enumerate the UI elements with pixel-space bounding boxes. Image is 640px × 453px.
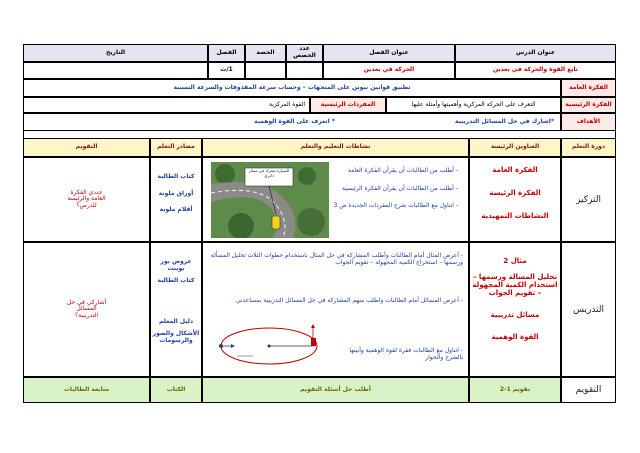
chapter-title-label: عنوان الفصل	[323, 44, 455, 62]
focus-source-2: أوراق ملونة	[158, 189, 194, 197]
main-idea-label: الفكرة العامة	[561, 79, 616, 97]
date-label: التاريخ	[23, 44, 208, 62]
focus-activities	[202, 157, 469, 242]
focus-assessment-text: عددي الفكرة العامة والرئيسة للدرس؟	[67, 188, 106, 209]
goals-value	[23, 113, 561, 131]
chapter-title-value: الحركة في بعدين	[323, 62, 455, 79]
goal-2: * اتعرف على القوة الوهمية	[254, 117, 335, 125]
focus-sources	[150, 157, 202, 242]
evaluation-assessment: متابعة الطالبات	[23, 377, 150, 403]
evaluation-headings: تقويم 1-2	[469, 377, 561, 403]
cycle-focus: التركيز	[561, 157, 616, 242]
teaching-assessment-text: أشاركي في حل المسائل التدريبية؟	[66, 298, 107, 319]
evaluation-activities: أطلب حل أسئلة التقويم	[202, 377, 469, 403]
teaching-activity-1: - أعرض المثال أمام الطالبات وأطلب المشاركة في حل المثال باستخدام خطوات الثلاث تحليل المسألة ورسمها – استخراج الكمية المجهولة – تقويم الجواب	[210, 252, 463, 266]
teaching-heading-solve: تحليل المسالة ورسمها – استخدام الكمية المجهولة – تقويم الجواب	[472, 273, 558, 298]
focus-headings	[469, 157, 561, 242]
main-vocab-label: المفردات الرئيسية	[310, 97, 386, 113]
cycle-teaching: التدريس	[561, 242, 616, 377]
focus-source-1: كتاب الطالبة	[157, 173, 195, 180]
class-count-value	[286, 62, 323, 79]
col-activities: نشاطات التعليم والتعلم	[202, 138, 469, 157]
car-note: السيارة تتحرك في مسار دائري	[248, 168, 290, 178]
grade-label: الفصل	[208, 44, 245, 62]
key-idea-value: التعرف على الحركة المركزية وأهميتها وأمثلة عليها	[386, 97, 561, 113]
focus-assessment	[23, 157, 150, 242]
class-count-label: عدد الحصص	[286, 44, 323, 62]
date-value	[23, 62, 208, 79]
teaching-source-3: دليل المعلم	[158, 317, 194, 325]
main-vocab-value: القوة المركزية	[23, 97, 310, 113]
grade-value: 1/ث	[208, 62, 245, 79]
teaching-heading-example: مثال 2	[503, 257, 527, 265]
col-cycle: دورة التعلم	[561, 138, 616, 157]
main-idea-value: تطبيق قوانين نيوتن على المتجهات – وحساب سرعة المقذوفات والسرعة النسبية	[23, 79, 561, 97]
teaching-assessment	[23, 242, 150, 377]
col-assessment: التقويم	[23, 138, 150, 157]
focus-activity-3: - اتناول مع الطالبات شرح المفردات الجديدة ص 3	[333, 202, 458, 210]
teaching-sources	[150, 242, 202, 377]
evaluation-sources: الكتاب	[150, 377, 202, 403]
spacer	[23, 131, 616, 138]
teaching-source-4: الأشكال والصور والرسومات	[152, 330, 200, 344]
goals-label: الأهداف	[561, 113, 616, 131]
teaching-source-1: عروض بور بوينت	[160, 258, 192, 272]
goal-1: *اشارك في حل المسائل التدريبية	[454, 117, 554, 125]
period-value	[245, 62, 286, 79]
focus-heading-2: الفكرة الرئيسة	[489, 189, 541, 198]
period-label: الحصة	[245, 44, 286, 62]
focus-activity-2: - أطلب من الطالبات أن يقرأن الفكرة الرئيسية	[341, 184, 458, 192]
focus-heading-3: النشاطات التمهيدية	[481, 212, 549, 221]
key-idea-label: الفكرة الرئيسية	[561, 97, 616, 113]
col-sources: مصادر التعلم	[150, 138, 202, 157]
cycle-evaluation: التقويم	[561, 377, 616, 403]
teaching-headings	[469, 242, 561, 377]
teaching-activity-3: - اتناول مع الطالبات فقرة لقوة الوهمية وأبينها بالشرح والحوار	[349, 347, 463, 361]
lesson-title-label: عنوان الدرس	[455, 44, 616, 62]
focus-heading-1: الفكرة العامة	[492, 166, 538, 174]
lesson-title-value: تابع القوة والحركة في بعدين	[455, 62, 616, 79]
teaching-activity-2: - أعرض المسائل أمام الطالبات واطلب منهم المشاركة في حل المسائل التدريبية بمساعدتي	[235, 297, 463, 304]
teaching-activities	[202, 242, 469, 377]
teaching-source-2: كتاب الطالبة	[157, 277, 195, 285]
focus-activity-1: - أطلب من الطالبات أن يقرأن الفكرة العامة	[347, 167, 458, 174]
col-headings: العناوين الرئيسة	[469, 138, 561, 157]
focus-source-3: أقلام ملونة	[159, 206, 193, 214]
lesson-plan-table	[23, 44, 616, 403]
circular-motion-diagram	[207, 318, 332, 373]
teaching-heading-fictitious: القوة الوهمية	[491, 333, 539, 342]
teaching-heading-practice: مسائل تدريبية	[490, 311, 540, 320]
